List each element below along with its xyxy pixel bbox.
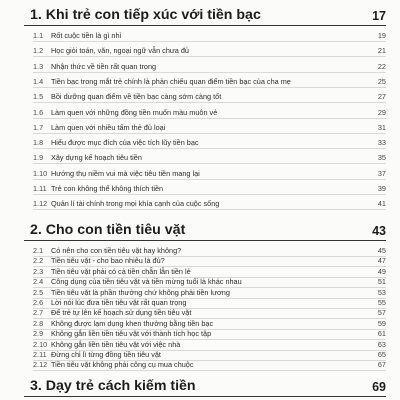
entry-divider — [33, 102, 386, 103]
entry-number: 1.5 — [33, 92, 44, 102]
entry-title: Học giỏi toán, văn, ngoại ngữ vẫn chưa đủ — [51, 46, 189, 56]
entry-number: 1.3 — [33, 61, 44, 71]
toc-entry — [0, 167, 400, 180]
entry-title: Không gắn liền tiền tiêu vặt với việc nhà — [51, 339, 181, 349]
chapter-heading — [24, 6, 386, 26]
chapter-title: 2. Cho con tiền tiêu vặt — [30, 222, 186, 238]
entry-title: Nhận thức về tiền rất quan trọng — [51, 61, 157, 71]
entry-page-number: 19 — [377, 31, 386, 40]
entry-page-number: 65 — [377, 350, 386, 359]
entry-divider — [33, 179, 386, 180]
entry-page-number: 61 — [377, 329, 386, 339]
entry-title: Công dụng của tiền tiêu vặt và tiền mừng tuổi là khác nhau — [51, 277, 242, 287]
entry-page-number: 27 — [377, 92, 386, 102]
toc-entry — [0, 151, 400, 164]
entry-divider — [33, 41, 386, 42]
toc-entry — [0, 136, 400, 149]
chapter-title: 3. Dạy trẻ cách kiếm tiền — [30, 378, 196, 394]
entry-number: 1.12 — [33, 199, 48, 209]
entry-title: Làm quen với những đồng tiền muốn màu muôn vẻ — [51, 107, 218, 117]
entry-number: 2.3 — [33, 266, 44, 276]
toc-entry — [0, 182, 400, 195]
entry-number: 1.4 — [33, 76, 44, 86]
entry-page-number: 41 — [377, 199, 386, 209]
entry-page-number: 22 — [377, 61, 386, 71]
entry-number: 1.7 — [33, 122, 44, 132]
entry-title: Tiền tiêu vặt là phần thưởng chứ không phải tiền lương — [51, 287, 230, 297]
entry-title: Hướng thụ niềm vui mà việc tiêu tiền mang lại — [51, 168, 200, 178]
entry-divider — [33, 133, 386, 134]
entry-title: Xây dựng kế hoạch tiêu tiền — [51, 153, 142, 163]
entry-page-number: 29 — [377, 107, 386, 117]
entry-number: 1.11 — [33, 184, 47, 193]
entry-divider — [33, 56, 386, 57]
entry-divider — [33, 209, 386, 210]
chapter-heading — [24, 221, 386, 241]
toc-entry — [0, 60, 400, 73]
entry-number: 2.6 — [33, 298, 44, 307]
entry-number: 1.9 — [33, 153, 44, 163]
entry-divider — [33, 163, 386, 164]
entry-title: Không gắn liền tiền tiêu vặt với thành tích học tập — [51, 329, 212, 339]
entry-title: Rốt cuộc tiền là gì nhỉ — [51, 31, 122, 40]
entry-page-number: 63 — [377, 339, 386, 349]
entry-page-number: 67 — [377, 360, 386, 370]
entry-number: 2.5 — [33, 287, 44, 297]
entry-title: Làm quen với nhiều tấm thẻ đủ loại — [51, 122, 166, 132]
chapter-page-number: 69 — [372, 380, 386, 394]
entry-divider — [33, 148, 386, 149]
entry-number: 2.8 — [33, 318, 44, 328]
entry-title: Tiền tiêu vặt không phải công cụ mua chuộc — [51, 360, 194, 370]
entry-page-number: 59 — [377, 318, 386, 328]
toc-entry — [0, 106, 400, 119]
entry-title: Tiền bạc trong mắt trẻ chính là phản chiếu quan điểm tiền bạc của cha mẹ — [51, 76, 291, 86]
entry-title: Hiểu được mục đích của việc tích lũy tiền bạc — [51, 138, 199, 148]
entry-page-number: 39 — [377, 184, 386, 193]
entry-divider — [33, 370, 386, 371]
entry-title: Có nên cho con tiền tiêu vặt hay không? — [51, 246, 182, 255]
entry-title: Quản lí tài chính trong mọi khía cạnh của cuộc sống — [51, 199, 220, 209]
entry-page-number: 53 — [377, 287, 386, 297]
entry-number: 2.11 — [33, 350, 47, 359]
entry-page-number: 21 — [377, 46, 386, 56]
chapter-title: 1. Khi trẻ con tiếp xúc với tiền bạc — [30, 7, 261, 23]
entry-title: Đừng chỉ lì từng đồng tiền tiêu vặt — [51, 350, 161, 359]
entry-number: 2.10 — [33, 339, 48, 349]
entry-number: 2.7 — [33, 308, 44, 318]
entry-number: 1.10 — [33, 168, 48, 178]
entry-page-number: 57 — [377, 308, 386, 318]
entry-divider — [33, 194, 386, 195]
entry-page-number: 25 — [377, 76, 386, 86]
entry-page-number: 47 — [377, 256, 386, 266]
entry-page-number: 33 — [377, 138, 386, 148]
entry-divider — [33, 72, 386, 73]
toc-entry — [0, 90, 400, 103]
entry-page-number: 35 — [377, 153, 386, 163]
entry-title: Tiền tiêu vặt - cho bao nhiêu là đủ? — [51, 256, 165, 266]
entry-number: 2.12 — [33, 360, 48, 370]
chapter-page-number: 43 — [372, 224, 386, 238]
entry-page-number: 51 — [377, 277, 386, 287]
chapter-heading — [24, 376, 386, 397]
entry-number: 1.6 — [33, 107, 44, 117]
entry-title: Bồi dưỡng quan điểm về tiền bạc càng sớm càng tốt — [51, 92, 222, 102]
entry-number: 2.2 — [33, 256, 44, 266]
entry-number: 2.4 — [33, 277, 44, 287]
toc-entry — [0, 29, 400, 42]
entry-title: Tiền tiêu vặt phải có cả tiền chẵn lẫn tiền lẻ — [51, 266, 191, 276]
toc-entry — [0, 121, 400, 134]
entry-title: Để trẻ tự lên kế hoạch sử dụng tiền tiêu vặt — [51, 308, 192, 318]
entry-number: 1.2 — [33, 46, 44, 56]
entry-divider — [33, 118, 386, 119]
entry-divider — [33, 87, 386, 88]
entry-page-number: 45 — [377, 246, 386, 255]
toc-entry — [0, 75, 400, 88]
toc-entry — [0, 44, 400, 57]
entry-page-number: 37 — [377, 168, 386, 178]
entry-title: Trẻ con không thể không thích tiền — [51, 184, 164, 193]
entry-number: 1.1 — [33, 31, 44, 40]
entry-page-number: 49 — [377, 266, 386, 276]
entry-title: Lời nói lúc đưa tiền tiêu vặt rất quan trọng — [51, 298, 187, 307]
entry-title: Không được lạm dụng khen thưởng bằng tiền bạc — [51, 318, 214, 328]
entry-page-number: 55 — [377, 298, 386, 307]
toc-entry — [0, 197, 400, 210]
chapter-page-number: 17 — [372, 9, 386, 23]
entry-page-number: 31 — [377, 122, 386, 132]
toc-entry — [0, 358, 400, 371]
entry-number: 2.1 — [33, 246, 44, 255]
entry-number: 1.8 — [33, 138, 44, 148]
entry-number: 2.9 — [33, 329, 44, 339]
